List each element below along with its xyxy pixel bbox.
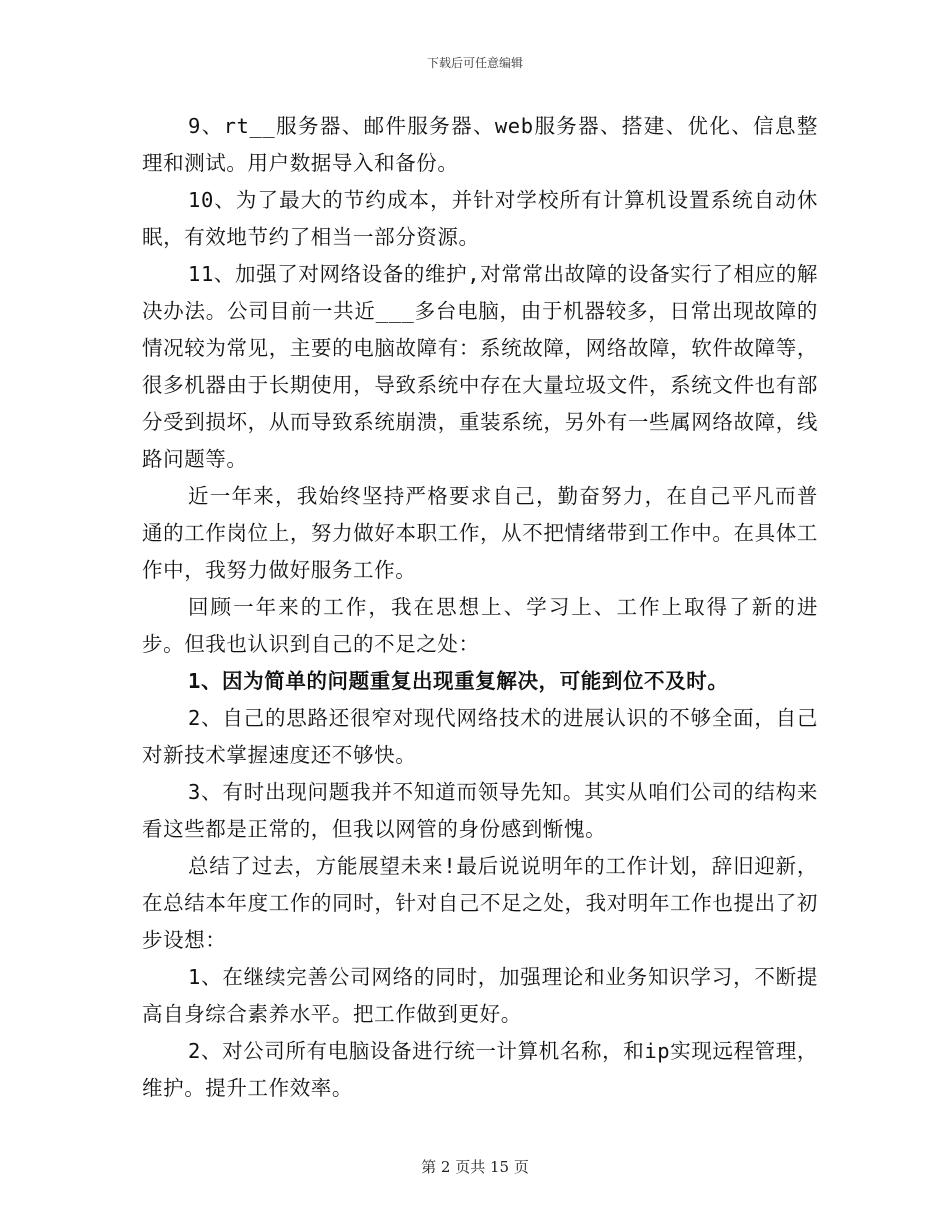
paragraph-summary: 近一年来，我始终坚持严格要求自己，勤奋努力，在自己平凡而普通的工作岗位上，努力做好本职工作，从不把情绪带到工作中。在具体工作中，我努力做好服务工作。 [142, 484, 818, 582]
paragraph-item-9: 9、rt__服务器、邮件服务器、web服务器、搭建、优化、信息整理和测试。用户数据导入和备份。 [142, 114, 818, 175]
paragraph-shortcoming-2: 2、自己的思路还很窄对现代网络技术的进展认识的不够全面，自己对新技术掌握速度还不够快。 [142, 706, 818, 767]
paragraph-shortcoming-1: 1、因为简单的问题重复出现重复解决，可能到位不及时。 [188, 669, 729, 693]
page-footer: 第 2 页共 15 页 [421, 1158, 529, 1176]
paragraph-item-10: 10、为了最大的节约成本，并针对学校所有计算机设置系统自动休眠，有效地节约了相当一部分资源。 [142, 188, 818, 249]
document-body [142, 108, 818, 1107]
paragraph-shortcoming-3: 3、有时出现问题我并不知道而领导先知。其实从咱们公司的结构来看这些都是正常的，但我以网管的身份感到惭愧。 [142, 780, 818, 841]
paragraph-item-11: 11、加强了对网络设备的维护,对常常出故障的设备实行了相应的解决办法。公司目前一共近___多台电脑，由于机器较多，日常出现故障的情况较为常见，主要的电脑故障有：系统故障，网络故障，软件故障等，很多机器由于长期使用，导致系统中存在大量垃圾文件，系统文件也有部分受到损坏，从而导致系统崩溃，重装系统，另外有一些属网络故障，线路问题等。 [142, 262, 818, 471]
page-header: 下载后可任意编辑 [426, 56, 523, 70]
paragraph-review: 回顾一年来的工作，我在思想上、学习上、工作上取得了新的进步。但我也认识到自己的不足之处： [142, 595, 818, 656]
paragraph-plan-2: 2、对公司所有电脑设备进行统一计算机名称，和ip实现远程管理，维护。提升工作效率。 [142, 1039, 818, 1100]
paragraph-outlook: 总结了过去，方能展望未来!最后说说明年的工作计划，辞旧迎新，在总结本年度工作的同时，针对自己不足之处，我对明年工作也提出了初步设想： [142, 854, 818, 952]
paragraph-plan-1: 1、在继续完善公司网络的同时，加强理论和业务知识学习，不断提高自身综合素养水平。把工作做到更好。 [142, 965, 818, 1026]
